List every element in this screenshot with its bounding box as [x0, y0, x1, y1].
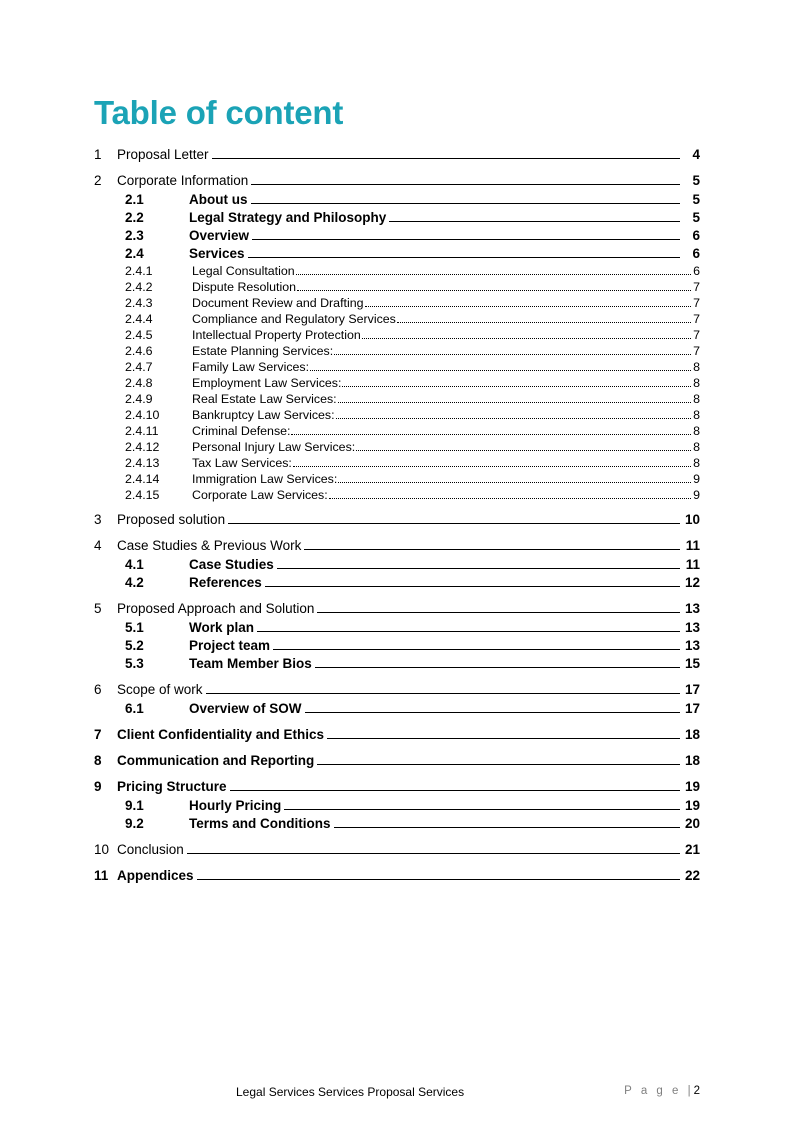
toc-entry[interactable]: [94, 454, 700, 470]
toc-entry-page: 8: [693, 424, 700, 438]
toc-entry-label: Intellectual Property Protection: [192, 328, 361, 342]
toc-entry-number: 2.4.10: [125, 408, 160, 422]
toc-entry-number: 2.4.1: [125, 264, 153, 278]
toc-entry-page: 18: [684, 753, 700, 768]
toc-entry[interactable]: [94, 598, 700, 616]
toc-leader-line: [334, 827, 680, 828]
toc-entry[interactable]: [94, 243, 700, 261]
toc-entry[interactable]: [94, 262, 700, 278]
toc-entry-number: 5.2: [125, 638, 144, 653]
toc-entry-number: 2.4.5: [125, 328, 153, 342]
toc-leader-line: [317, 764, 680, 765]
toc-entry-page: 17: [684, 682, 700, 697]
toc-entry-number: 7: [94, 727, 102, 742]
toc-entry-page: 8: [693, 440, 700, 454]
toc-leader-line: [265, 586, 680, 587]
page-title: Table of content: [94, 94, 344, 131]
toc-entry-label: Proposed Approach and Solution: [117, 601, 315, 616]
toc-leader-line: [251, 203, 681, 204]
toc-entry-page: 22: [684, 868, 700, 883]
toc-entry-number: 10: [94, 842, 110, 857]
toc-entry-number: 2.4.9: [125, 392, 153, 406]
toc-entry-label: Compliance and Regulatory Services: [192, 312, 396, 326]
toc-leader-line: [338, 402, 691, 403]
toc-entry-number: 4.2: [125, 575, 144, 590]
toc-entry-page: 7: [693, 344, 700, 358]
toc-entry[interactable]: [94, 294, 700, 310]
toc-entry[interactable]: [94, 795, 700, 813]
toc-entry-label: Conclusion: [117, 842, 184, 857]
toc-entry-label: Terms and Conditions: [189, 816, 331, 831]
toc-entry-label: Personal Injury Law Services:: [192, 440, 356, 454]
toc-leader-line: [284, 809, 680, 810]
footer-page-number: [624, 1085, 700, 1097]
toc-entry-number: 6: [94, 682, 102, 697]
toc-entry-page: 19: [684, 798, 700, 813]
toc-entry[interactable]: [94, 374, 700, 390]
toc-leader-line: [252, 239, 680, 240]
toc-entry[interactable]: [94, 144, 700, 162]
toc-entry-number: 2.4.2: [125, 280, 153, 294]
footer-page-prefix: P a g e |: [624, 1085, 694, 1097]
toc-entry[interactable]: [94, 572, 700, 590]
toc-entry[interactable]: [94, 535, 700, 553]
toc-entry-label: Family Law Services:: [192, 360, 310, 374]
toc-entry[interactable]: [94, 358, 700, 374]
toc-entry-label: Proposed solution: [117, 512, 226, 527]
toc-entry-label: Immigration Law Services:: [192, 472, 338, 486]
toc-leader-line: [291, 434, 691, 435]
toc-entry-number: 9.2: [125, 816, 144, 831]
toc-entry-label: Work plan: [189, 620, 255, 635]
toc-entry[interactable]: [94, 170, 700, 188]
toc-entry-label: Legal Consultation: [192, 264, 295, 278]
toc-entry-number: 2.4.6: [125, 344, 153, 358]
toc-leader-line: [338, 482, 691, 483]
toc-entry-page: 8: [693, 408, 700, 422]
toc-entry-page: 8: [693, 360, 700, 374]
toc-entry[interactable]: [94, 750, 700, 768]
toc-entry-label: Document Review and Drafting: [192, 296, 364, 310]
toc-entry-page: 8: [693, 376, 700, 390]
toc-entry-page: 9: [693, 488, 700, 502]
toc-entry-label: Appendices: [117, 868, 194, 883]
toc-leader-line: [228, 523, 680, 524]
toc-entry-page: 17: [684, 701, 700, 716]
toc-entry-page: 18: [684, 727, 700, 742]
toc-entry-number: 2.4.4: [125, 312, 153, 326]
toc-entry-label: Services: [189, 246, 245, 261]
toc-entry-number: 2.1: [125, 192, 144, 207]
toc-entry-page: 8: [693, 392, 700, 406]
toc-entry-page: 9: [693, 472, 700, 486]
toc-entry-label: Estate Planning Services:: [192, 344, 334, 358]
toc-leader-line: [365, 306, 692, 307]
toc-leader-line: [362, 338, 691, 339]
toc-leader-line: [197, 879, 680, 880]
toc-entry[interactable]: [94, 438, 700, 454]
toc-entry[interactable]: [94, 207, 700, 225]
toc-entry-page: 7: [693, 328, 700, 342]
toc-leader-line: [327, 738, 680, 739]
toc-entry[interactable]: [94, 724, 700, 742]
toc-entry-number: 2.4.3: [125, 296, 153, 310]
toc-leader-line: [389, 221, 680, 222]
toc-entry-page: 20: [684, 816, 700, 831]
toc-entry[interactable]: [94, 486, 700, 502]
toc-entry-label: Pricing Structure: [117, 779, 227, 794]
toc-entry-label: Dispute Resolution: [192, 280, 297, 294]
toc-entry-number: 2.4.12: [125, 440, 160, 454]
toc-entry[interactable]: [94, 653, 700, 671]
toc-entry[interactable]: [94, 390, 700, 406]
toc-entry-number: 1: [94, 147, 102, 162]
toc-leader-line: [315, 667, 680, 668]
toc-leader-line: [305, 712, 680, 713]
toc-leader-line: [397, 322, 691, 323]
toc-entry-label: Employment Law Services:: [192, 376, 342, 390]
toc-entry[interactable]: [94, 635, 700, 653]
toc-entry-number: 4: [94, 538, 102, 553]
toc-entry-number: 2.4.15: [125, 488, 160, 502]
toc-entry-page: 6: [692, 246, 700, 261]
toc-entry-label: Hourly Pricing: [189, 798, 282, 813]
toc-entry[interactable]: [94, 509, 700, 527]
toc-entry-page: 5: [692, 192, 700, 207]
toc-leader-line: [317, 612, 680, 613]
toc-entry-page: 13: [684, 601, 700, 616]
toc-leader-line: [329, 498, 691, 499]
toc-leader-line: [257, 631, 680, 632]
toc-entry-label: Proposal Letter: [117, 147, 209, 162]
toc-entry-label: Overview: [189, 228, 250, 243]
toc-entry-page: 15: [684, 656, 700, 671]
toc-entry[interactable]: [94, 422, 700, 438]
toc-entry[interactable]: [94, 278, 700, 294]
toc-entry-number: 8: [94, 753, 102, 768]
toc-entry[interactable]: [94, 342, 700, 358]
toc-entry-page: 13: [684, 620, 700, 635]
toc-entry-label: Corporate Law Services:: [192, 488, 328, 502]
toc-leader-line: [356, 450, 691, 451]
toc-entry-label: Case Studies & Previous Work: [117, 538, 302, 553]
toc-leader-line: [206, 693, 680, 694]
toc-entry-page: 10: [684, 512, 700, 527]
toc-entry-page: 5: [692, 210, 700, 225]
toc-entry-number: 2.4.8: [125, 376, 153, 390]
toc-entry[interactable]: [94, 326, 700, 342]
toc-leader-line: [334, 354, 691, 355]
toc-entry-number: 5.3: [125, 656, 144, 671]
toc-entry-page: 11: [685, 557, 700, 572]
toc-entry-label: Corporate Information: [117, 173, 249, 188]
toc-entry-label: Case Studies: [189, 557, 274, 572]
toc-leader-line: [310, 370, 691, 371]
toc-entry-page: 5: [692, 173, 700, 188]
toc-entry-page: 7: [693, 312, 700, 326]
toc-leader-line: [273, 649, 680, 650]
toc-entry-number: 4.1: [125, 557, 144, 572]
toc-entry-page: 8: [693, 456, 700, 470]
toc-entry-label: Project team: [189, 638, 271, 653]
footer-document-title: Legal Services Services Proposal Services: [236, 1085, 465, 1099]
toc-entry-label: Tax Law Services:: [192, 456, 292, 470]
toc-entry-number: 2.4.11: [125, 424, 159, 438]
toc-entry-label: Bankruptcy Law Services:: [192, 408, 335, 422]
toc-entry-page: 7: [693, 296, 700, 310]
footer-page-digit: 2: [693, 1085, 700, 1097]
toc-entry-page: 6: [693, 264, 700, 278]
toc-entry-label: Overview of SOW: [189, 701, 302, 716]
toc-leader-line: [248, 257, 680, 258]
toc-entry[interactable]: [94, 554, 700, 572]
toc-entry-number: 11: [94, 868, 109, 883]
toc-entry-number: 2.2: [125, 210, 144, 225]
toc-entry-number: 3: [94, 512, 102, 527]
toc-leader-line: [251, 184, 680, 185]
toc-entry-number: 5: [94, 601, 102, 616]
toc-entry-label: Real Estate Law Services:: [192, 392, 337, 406]
toc-entry-number: 2.4: [125, 246, 144, 261]
toc-entry-page: 13: [684, 638, 700, 653]
toc-entry[interactable]: [94, 698, 700, 716]
toc-entry[interactable]: [94, 225, 700, 243]
toc-leader-line: [304, 549, 680, 550]
toc-entry-number: 2: [94, 173, 102, 188]
toc-entry-number: 9.1: [125, 798, 144, 813]
toc-entry-page: 19: [684, 779, 700, 794]
toc-entry-page: 21: [684, 842, 700, 857]
toc-leader-line: [297, 290, 691, 291]
toc-entry-label: About us: [189, 192, 248, 207]
toc-entry[interactable]: [94, 813, 700, 831]
toc-entry[interactable]: [94, 189, 700, 207]
toc-leader-line: [336, 418, 691, 419]
toc-entry-label: Team Member Bios: [189, 656, 312, 671]
toc-entry[interactable]: [94, 679, 700, 697]
toc-entry-number: 2.3: [125, 228, 144, 243]
toc-leader-line: [212, 158, 680, 159]
toc-entry-number: 5.1: [125, 620, 144, 635]
toc-entry-page: 6: [692, 228, 700, 243]
toc-entry-number: 2.4.14: [125, 472, 160, 486]
toc-entry-page: 12: [684, 575, 700, 590]
toc-entry-label: Communication and Reporting: [117, 753, 315, 768]
toc-entry-label: Legal Strategy and Philosophy: [189, 210, 387, 225]
toc-leader-line: [230, 790, 680, 791]
toc-entry-number: 2.4.13: [125, 456, 160, 470]
toc-entry[interactable]: [94, 776, 700, 794]
toc-entry-page: 4: [692, 147, 700, 162]
toc-entry[interactable]: [94, 310, 700, 326]
toc-leader-line: [296, 274, 691, 275]
toc-entry[interactable]: [94, 406, 700, 422]
toc-entry[interactable]: [94, 470, 700, 486]
toc-leader-line: [277, 568, 680, 569]
toc-entry-label: Scope of work: [117, 682, 203, 697]
toc-entry-page: 7: [693, 280, 700, 294]
toc-entry-label: Criminal Defense:: [192, 424, 291, 438]
toc-entry-number: 2.4.7: [125, 360, 153, 374]
toc-leader-line: [293, 466, 691, 467]
toc-entry[interactable]: [94, 617, 700, 635]
toc-entry-label: Client Confidentiality and Ethics: [117, 727, 325, 742]
toc-entry-number: 9: [94, 779, 102, 794]
toc-entry-page: 11: [685, 538, 700, 553]
toc-entry[interactable]: [94, 839, 700, 857]
toc-leader-line: [342, 386, 691, 387]
toc-entry[interactable]: [94, 865, 700, 883]
toc-entry-number: 6.1: [125, 701, 144, 716]
toc-entry-label: References: [189, 575, 262, 590]
toc-leader-line: [187, 853, 680, 854]
